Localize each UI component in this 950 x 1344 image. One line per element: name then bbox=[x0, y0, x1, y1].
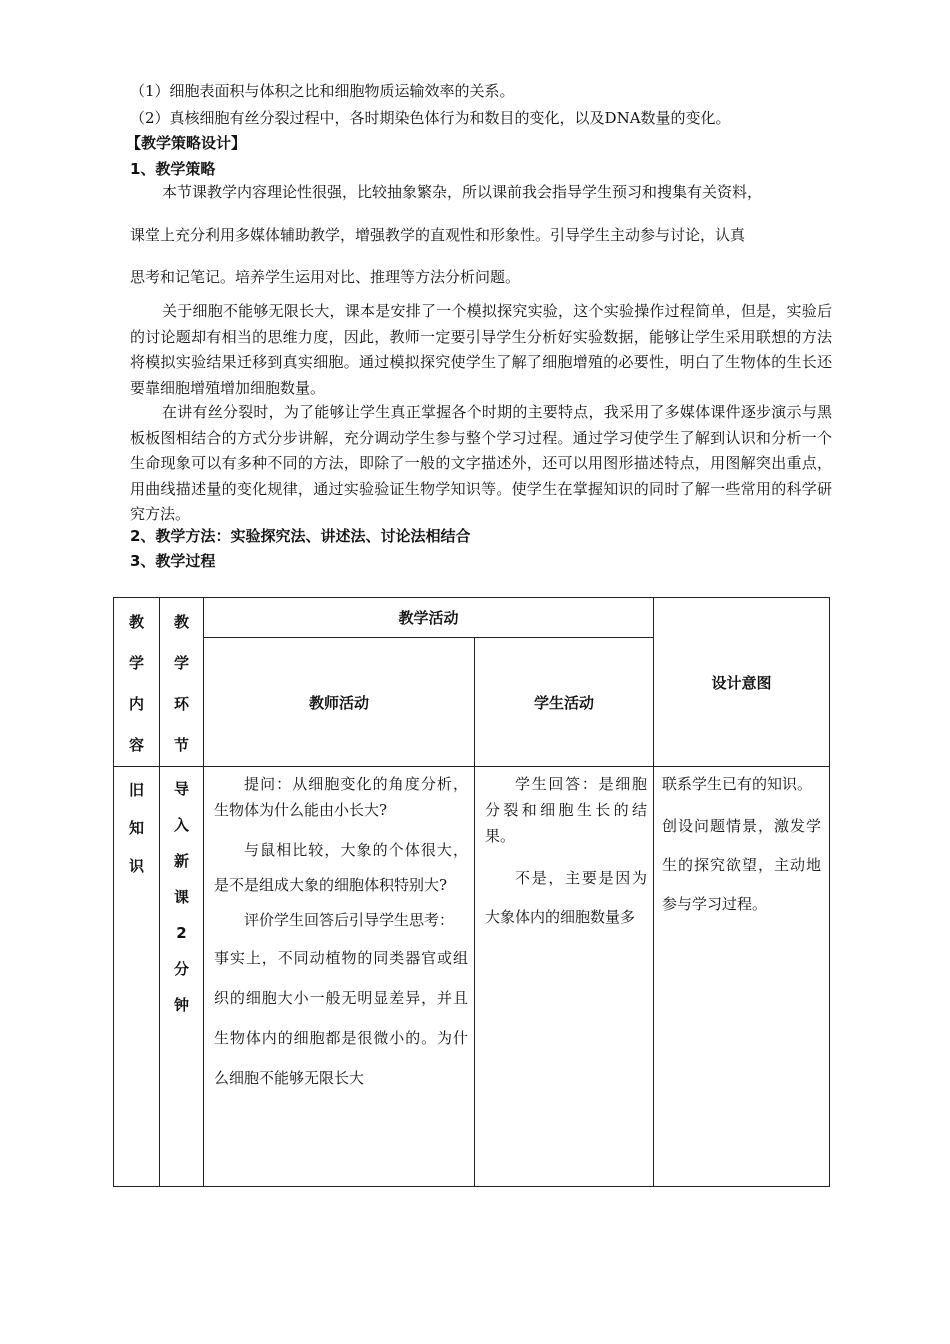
teacher-explanation: 事实上，不同动植物的同类器官或组织的细胞大小一般无明显差异，并且生物体内的细胞都是很微小的。为什么细胞不能够无限长大 bbox=[214, 949, 468, 1087]
strategy-paragraph-3: 在讲有丝分裂时，为了能够让学生真正掌握各个时期的主要特点，我采用了多媒体课件逐步演示与黑板板图相结合的方式分步讲解，充分调动学生参与整个学习过程。通过学习使学生了解到认识和分析一个生命现象可以有多种不同的方法，即除了一般的文字描述外，还可以用图形描述特点，用图解突出重点，用曲线描述量的变化规律，通过实验验证生物学知识等。使学生在掌握知识的同时了解一些常用的科学研究方法。 bbox=[130, 403, 832, 523]
section-3-heading: 3、教学过程 bbox=[130, 552, 216, 570]
header-design-intent: 设计意图 bbox=[654, 598, 830, 767]
student-answer-1: 学生回答：是细胞分裂和细胞生长的结果。 bbox=[485, 775, 648, 845]
header-teaching-content: 教 学 内 容 bbox=[114, 598, 160, 767]
intent-2: 创设问题情景，激发学生的探究欲望，主动地参与学习过程。 bbox=[662, 817, 822, 913]
strategy-heading: 【教学策略设计】 bbox=[126, 134, 247, 152]
intent-1: 联系学生已有的知识。 bbox=[662, 775, 813, 793]
section-1-heading: 1、教学策略 bbox=[130, 160, 216, 178]
strategy-paragraph-1-line-2: 课堂上充分利用多媒体辅助教学，增强教学的直观性和形象性。引导学生主动参与讨论，认真 bbox=[130, 226, 746, 244]
cell-stage-intro: 导 入 新 课 2 分 钟 bbox=[160, 767, 204, 1187]
cell-teacher-activity bbox=[204, 767, 475, 1187]
teacher-question-1: 提问：从细胞变化的角度分析，生物体为什么能由小长大? bbox=[214, 775, 468, 819]
header-student-activity: 学生活动 bbox=[475, 638, 654, 767]
header-teacher-activity: 教师活动 bbox=[204, 638, 475, 767]
strategy-paragraph-2: 关于细胞不能够无限长大，课本是安排了一个模拟探究实验，这个实验操作过程简单，但是，实验后的讨论题却有相当的思维力度，因此，教师一定要引导学生分析好实验数据，能够让学生采用联想的方法将模拟实验结果迁移到真实细胞。通过模拟探究使学生了解了细胞增殖的必要性，明白了生物体的生长还要靠细胞增殖增加细胞数量。 bbox=[130, 302, 832, 397]
header-teaching-stage: 教 学 环 节 bbox=[160, 598, 204, 767]
cell-student-activity bbox=[475, 767, 654, 1187]
goal-item-2: （2）真核细胞有丝分裂过程中，各时期染色体行为和数目的变化，以及DNA数量的变化。 bbox=[130, 109, 731, 127]
header-teaching-activity: 教学活动 bbox=[204, 598, 654, 638]
cell-content-old-knowledge: 旧 知 识 bbox=[114, 767, 160, 1187]
table-row-intro bbox=[114, 767, 830, 1187]
cell-design-intent bbox=[654, 767, 830, 1187]
teacher-question-2: 与鼠相比较，大象的个体很大，是不是组成大象的细胞体积特别大? bbox=[214, 841, 468, 894]
section-2-heading: 2、教学方法：实验探究法、讲述法、讨论法相结合 bbox=[130, 527, 471, 545]
goal-item-1: （1）细胞表面积与体积之比和细胞物质运输效率的关系。 bbox=[130, 82, 515, 100]
strategy-paragraph-1-line-1: 本节课教学内容理论性很强，比较抽象繁杂，所以课前我会指导学生预习和搜集有关资料， bbox=[162, 183, 763, 201]
table-header-row-1 bbox=[114, 598, 830, 638]
student-answer-2: 不是，主要是因为大象体内的细胞数量多 bbox=[485, 869, 648, 926]
strategy-paragraph-1-line-3: 思考和记笔记。培养学生运用对比、推理等方法分析问题。 bbox=[130, 268, 521, 286]
teaching-process-table bbox=[113, 597, 830, 1187]
teacher-guide: 评价学生回答后引导学生思考： bbox=[244, 911, 455, 929]
